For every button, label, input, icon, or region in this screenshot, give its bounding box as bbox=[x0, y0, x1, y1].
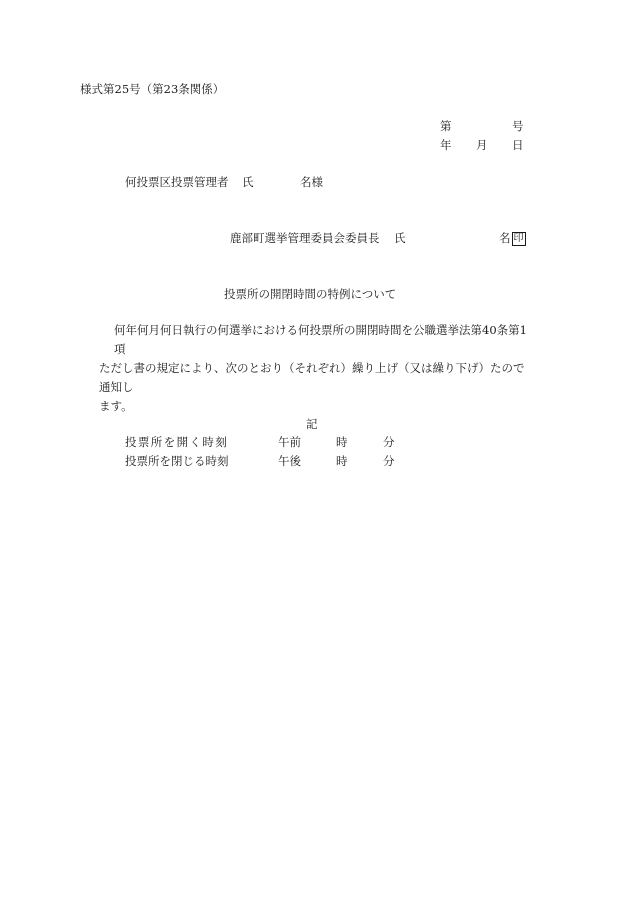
body-paragraph bbox=[99, 321, 531, 416]
sender-title: 鹿部町選挙管理委員会委員長 bbox=[230, 231, 380, 245]
schedule-ampm: 午後 bbox=[278, 454, 301, 468]
doc-number-prefix: 第 bbox=[440, 119, 452, 133]
ki-heading: 記 bbox=[306, 417, 318, 431]
date-year: 年 bbox=[440, 138, 452, 152]
addressee-title: 何投票区投票管理者 bbox=[125, 175, 229, 189]
subject: 投票所の開閉時間の特例について bbox=[224, 287, 397, 301]
schedule-hour: 時 bbox=[336, 454, 348, 468]
sender-name bbox=[499, 231, 526, 246]
sender-shi: 氏 bbox=[394, 231, 406, 245]
schedule-ampm: 午前 bbox=[278, 435, 301, 449]
schedule-minute: 分 bbox=[383, 435, 395, 449]
sender-name-text: 名 bbox=[499, 231, 511, 245]
schedule-label: 投票所を開く時刻 bbox=[125, 435, 229, 449]
seal-stamp: 印 bbox=[513, 233, 524, 244]
schedule-hour: 時 bbox=[336, 435, 348, 449]
doc-number-suffix: 号 bbox=[512, 119, 524, 133]
date-day: 日 bbox=[512, 138, 524, 152]
schedule-minute: 分 bbox=[383, 454, 395, 468]
addressee-name-sama: 名様 bbox=[300, 175, 323, 189]
body-line-1: 何年何月何日執行の何選挙における何投票所の開閉時間を公職選挙法第40条第1項 bbox=[114, 323, 527, 356]
schedule-label: 投票所を閉じる時刻 bbox=[125, 454, 229, 468]
body-line-3: ます。 bbox=[99, 399, 133, 413]
date-month: 月 bbox=[476, 138, 488, 152]
addressee-shi: 氏 bbox=[242, 175, 254, 189]
form-label: 様式第25号（第23条関係） bbox=[80, 82, 225, 96]
body-line-2: ただし書の規定により、次のとおり（それぞれ）繰り上げ（又は繰り下げ）たので通知し bbox=[99, 361, 525, 394]
